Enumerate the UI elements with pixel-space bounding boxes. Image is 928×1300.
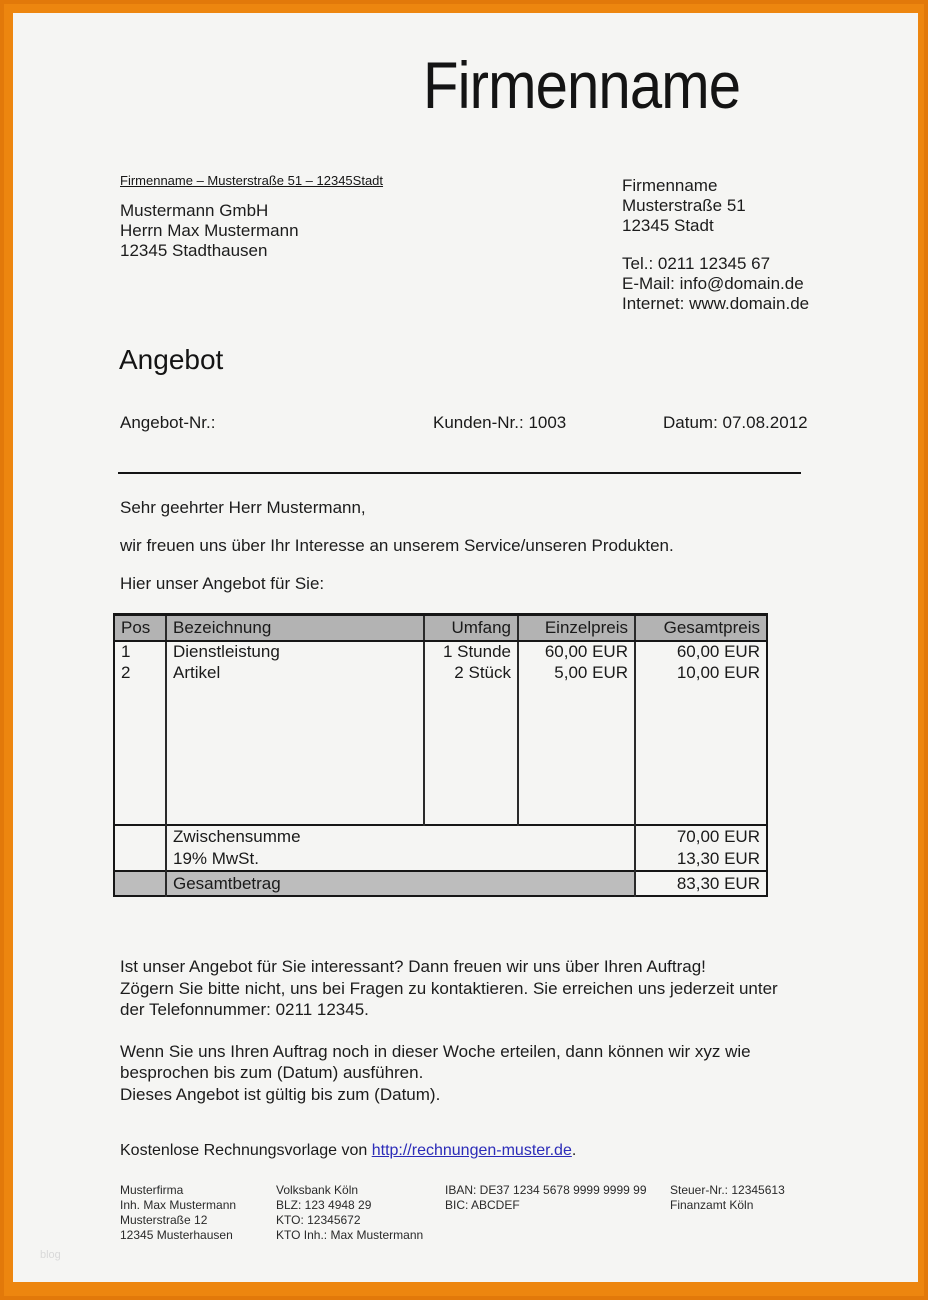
offer-items-table-wrap — [113, 613, 768, 897]
offer-items-table — [113, 613, 768, 897]
footer-line: KTO: 12345672 — [276, 1213, 361, 1227]
header-einzelpreis: Einzelpreis — [518, 615, 635, 642]
company-address-line: Firmenname — [622, 176, 718, 195]
offer-number-label: Angebot-Nr.: — [120, 413, 216, 432]
recipient-line: 12345 Stadthausen — [120, 241, 268, 260]
recipient-address-block — [120, 201, 299, 261]
header-pos: Pos — [114, 615, 166, 642]
cell-bezeichnung: Artikel — [166, 663, 424, 684]
source-note — [120, 1142, 576, 1160]
footer-line: BLZ: 123 4948 29 — [276, 1198, 372, 1212]
table-row — [114, 663, 767, 684]
footer-line: Musterfirma — [120, 1183, 184, 1197]
closing-line: Ist unser Angebot für Sie interessant? Dann freuen wir uns über Ihren Auftrag! — [120, 957, 706, 976]
footer-line: IBAN: DE37 1234 5678 9999 9999 99 — [445, 1183, 647, 1197]
closing-paragraphs — [120, 956, 778, 1105]
closing-line: Wenn Sie uns Ihren Auftrag noch in dieser Woche erteilen, dann können wir xyz wie — [120, 1041, 751, 1061]
company-info-block — [622, 176, 809, 314]
header-gesamtpreis: Gesamtpreis — [635, 615, 767, 642]
footer-bank-column — [276, 1183, 423, 1243]
source-note-suffix: . — [571, 1142, 577, 1159]
cell-einzelpreis: 60,00 EUR — [518, 641, 635, 663]
footer-line: Inh. Max Mustermann — [120, 1198, 237, 1212]
footer-company-column — [120, 1183, 236, 1243]
watermark-text: blog — [40, 1249, 61, 1261]
table-header-row — [114, 615, 767, 642]
footer-line: KTO Inh.: Max Mustermann — [276, 1228, 424, 1242]
header-bezeichnung: Bezeichnung — [166, 615, 424, 642]
cell-einzelpreis: 5,00 EUR — [518, 663, 635, 684]
footer-line: Steuer-Nr.: 12345613 — [670, 1183, 785, 1197]
offer-lead-line: Hier unser Angebot für Sie: — [120, 574, 325, 593]
company-email: E-Mail: info@domain.de — [622, 274, 804, 293]
customer-number: Kunden-Nr.: 1003 — [433, 413, 567, 432]
footer-line: BIC: ABCDEF — [445, 1198, 520, 1212]
company-phone: Tel.: 0211 12345 67 — [622, 254, 771, 273]
grand-total-value: 83,30 EUR — [635, 871, 767, 896]
vat-row — [114, 848, 767, 871]
cell-umfang: 2 Stück — [424, 663, 518, 684]
footer-tax-column — [670, 1183, 785, 1213]
spacer — [622, 236, 809, 254]
grand-total-row — [114, 871, 767, 896]
document-heading: Angebot — [119, 344, 224, 375]
company-website: Internet: www.domain.de — [622, 294, 810, 313]
vat-label: 19% MwSt. — [166, 848, 635, 871]
footer-line: Finanzamt Köln — [670, 1198, 754, 1212]
table-empty-space-row — [114, 684, 767, 825]
recipient-line: Herrn Max Mustermann — [120, 221, 299, 240]
intro-line: wir freuen uns über Ihr Interesse an unserem Service/unseren Produkten. — [120, 536, 674, 555]
closing-line: besprochen bis zum (Datum) ausführen. — [120, 1063, 424, 1082]
footer-line: 12345 Musterhausen — [120, 1228, 233, 1242]
cell-pos: 1 — [114, 641, 166, 663]
cell-bezeichnung: Dienstleistung — [166, 641, 424, 663]
meta-divider-rule — [118, 472, 801, 474]
closing-line: Dieses Angebot ist gültig bis zum (Datum). — [120, 1084, 441, 1104]
cell-pos: 2 — [114, 663, 166, 684]
document-date: Datum: 07.08.2012 — [663, 413, 808, 432]
subtotal-value: 70,00 EUR — [635, 825, 767, 848]
grand-total-label: Gesamtbetrag — [166, 871, 635, 896]
company-title: Firmenname — [423, 48, 741, 122]
source-note-prefix: Kostenlose Rechnungsvorlage von — [120, 1142, 372, 1159]
header-umfang: Umfang — [424, 615, 518, 642]
sender-return-address: Firmenname – Musterstraße 51 – 12345Stadt — [120, 173, 384, 188]
footer-line: Volksbank Köln — [276, 1183, 359, 1197]
table-row — [114, 641, 767, 663]
salutation: Sehr geehrter Herr Mustermann, — [120, 498, 366, 517]
cell-gesamtpreis: 60,00 EUR — [676, 642, 760, 661]
vat-value: 13,30 EUR — [676, 849, 760, 868]
cell-gesamtpreis: 10,00 EUR — [676, 663, 760, 682]
company-address-line: 12345 Stadt — [622, 216, 714, 235]
company-address-line: Musterstraße 51 — [622, 196, 746, 215]
template-source-link[interactable]: http://rechnungen-muster.de — [371, 1142, 572, 1159]
closing-line: Zögern Sie bitte nicht, uns bei Fragen zu kontaktieren. Sie erreichen uns jederzeit unter — [120, 978, 778, 998]
spacer — [120, 1021, 778, 1041]
cell-umfang: 1 Stunde — [424, 641, 518, 663]
document-sheet — [13, 13, 918, 1282]
subtotal-label: Zwischensumme — [166, 825, 635, 848]
recipient-line: Mustermann GmbH — [120, 201, 269, 220]
footer-iban-column — [445, 1183, 647, 1213]
subtotal-row — [114, 825, 767, 848]
footer-line: Musterstraße 12 — [120, 1213, 208, 1227]
closing-line: der Telefonnummer: 0211 12345. — [120, 1000, 369, 1019]
